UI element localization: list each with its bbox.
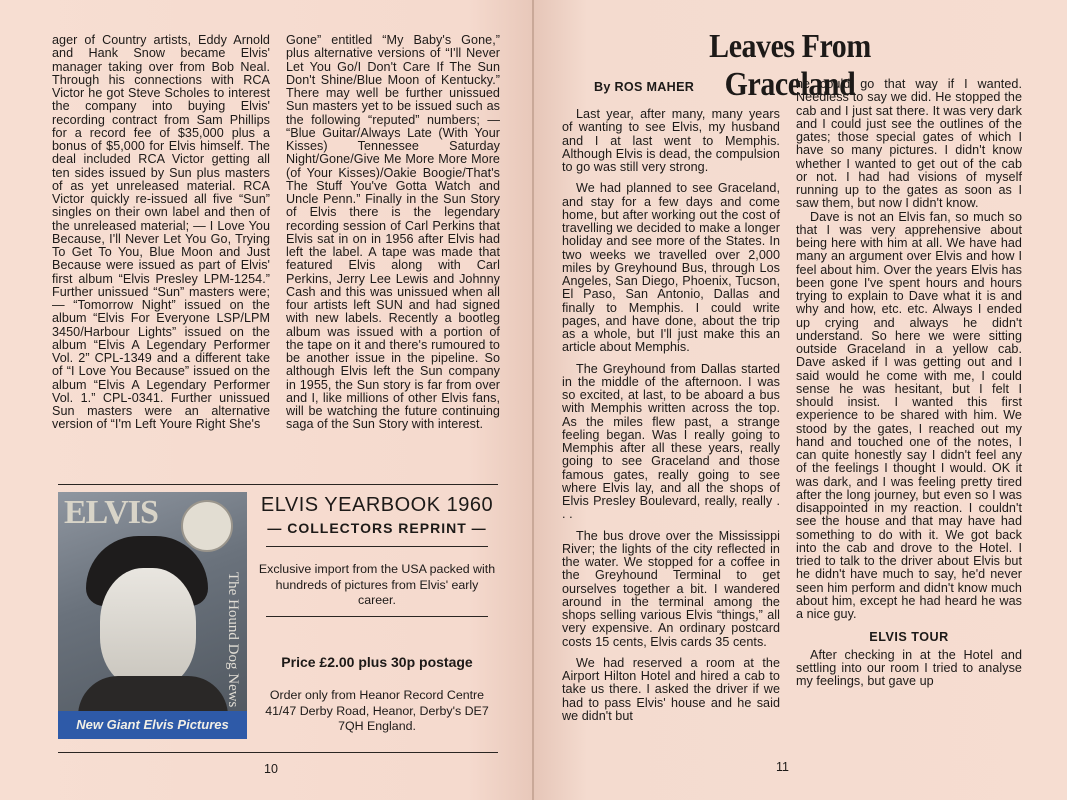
paragraph: The Greyhound from Dallas started in the middle of the afternoon. I was so excited, at last, to be aboard a bus with Memphis written across the top. As the miles flew past, a strange feeling began. Was I really going to Memphis after all these years, really going to see Graceland and those famous gates, really going to see where Elvis lay, and all the shops of Elvis Presley Boulevard, really, really . . . [562, 361, 780, 522]
page-number: 11 [776, 760, 789, 774]
cover-title: ELVIS [64, 494, 158, 531]
article-title: Leaves From Graceland [709, 28, 871, 103]
divider [266, 616, 488, 617]
yearbook-cover-image [58, 492, 247, 739]
paragraph: he could go that way if I wanted. Needless to say we did. He stopped the cab and I just sat there. It was very dark and I could just see the outlines of the gates; those special gates of which I have so many pictures. I didn't know whether I wanted to get out of the cab or not. I had had visions of myself running up to the gates as soon as I saw them, but now I didn't know. [796, 77, 1022, 211]
divider [266, 546, 488, 547]
advert-order-address: Order only from Heanor Record Centre 41/47 Derby Road, Heanor, Derby's DE7 7QH England. [265, 688, 489, 733]
paragraph: Dave is not an Elvis fan, so much so that I was very apprehensive about being here with him at all. We have had many an argument over Elvis and how I feel about him. Over the years Elvis has been gone I've spent hours and hours trying to explain to Dave what it is and why and how, etc. etc. Always I ended up crying and always he didn't understand. So here we were sitting outside Graceland in a yellow cab. Dave asked if I was getting out and I said would he come with me, I could sense he was hesitant, but I felt I should insist. I wanted this first experience to be shared with him. We stood by the gates, I reached out my hand and touched one of the notes, I can quite honestly say I didn't feel any of the feelings I thought I would. OK it was dark, and I was feeling pretty tired after the long journey, but even so I was disappointed in my reaction. I couldn't see the house and that may have had something to do with it. We got back into the cab and drove to the Hotel. I tried to talk to the driver about Elvis but he didn't have much to say, he'd never seen him perform and didn't know much about him, except he had heard he was a nice guy. [796, 209, 1022, 621]
left-column-2 [286, 34, 500, 432]
right-column-2 [796, 78, 1022, 688]
divider [58, 752, 498, 753]
advert-price: Price £2.00 plus 30p postage [281, 654, 473, 670]
yearbook-advert [58, 484, 498, 754]
right-page [534, 0, 1067, 800]
paragraph: After checking in at the Hotel and settling into our room I tried to analyse my feelings, but gave up [796, 647, 1022, 688]
paragraph: ager of Country artists, Eddy Arnold and Hank Snow became Elvis' manager taking over from Bob Neal. Through his connections with RCA Victor he got Steve Scholes to interest the company into buying Elvis' recording contract from Sam Phillips for a record fee of $35,000 plus a bonus of $5,000 for Elvis himself. The deal included RCA Victor getting all ten sides issued by Sun plus masters of as yet unreleased material. RCA Victor quickly re-issued all five “Sun” singles on their own label and then of the unreleased material; — I Love You Because, I'll Never Let You Go, Trying To Get To You, Blue Moon and Just Because were issued as part of Elvis' first album “Elvis Presley LPM-1254.” Further unissued “Sun” masters were; — “Tomorrow Night” issued on the album “Elvis For Everyone LSP/LPM 3450/Harbour Lights” issued on the album “Elvis A Legendary Performer Vol. 2” CPL-1349 and a different take of “I Love You Because” issued on the album “Elvis A Legendary Performer Vol. 1.” CPL-0341. Further unissued Sun masters were an alternative version of “I'm Left Youre Right She's [52, 33, 270, 432]
advert-subtitle: — COLLECTORS REPRINT — [267, 520, 487, 536]
paragraph: We had planned to see Graceland, and stay for a few days and come home, but after working out the cost of travelling we decided to make a longer holiday and see more of the States. In two weeks we travelled over 2,000 miles by Greyhound Bus, through Los Angeles, San Diego, Phoenix, Tucson, El Paso, San Antonio, Dallas and finally to Memphis. I could write pages, and have done, about the trip as a whole, but I'll just make this an article about Memphis. [562, 181, 780, 355]
paragraph: We had reserved a room at the Airport Hilton Hotel and hired a cab to take us there. I asked the driver if we had to pass Elvis' house and he said we didn't but [562, 655, 780, 723]
portrait-face [100, 568, 196, 688]
cover-strip: New Giant Elvis Pictures [58, 711, 247, 739]
left-page [0, 0, 532, 800]
divider [58, 484, 498, 485]
right-column-1 [562, 108, 780, 723]
page-number: 10 [264, 762, 278, 776]
paragraph: The bus drove over the Mississippi River; the lights of the city reflected in the water. We stopped for a coffee in the Greyhound Terminal to get ourselves together a bit. I wandered around in the terminal among the shops selling various Elvis “things,” all very expensive. An ordinary postcard costs 15 cents, Elvis cards 35 cents. [562, 528, 780, 649]
advert-description: Exclusive import from the USA packed with hundreds of pictures from Elvis' early career. [258, 562, 496, 607]
section-heading: ELVIS TOUR [869, 630, 949, 645]
portrait-shirt [78, 676, 228, 716]
left-column-1 [52, 34, 270, 432]
seal-icon [181, 500, 233, 552]
byline: By ROS MAHER [594, 80, 695, 94]
paragraph: Last year, after many, many years of wanting to see Elvis, my husband and I at last went to Memphis. Although Elvis is dead, the compulsion to go was still very strong. [562, 107, 780, 174]
paragraph: Gone” entitled “My Baby's Gone,” plus alternative versions of “I'll Never Let You Go/I Don't Care If The Sun Don't Shine/Blue Moon of Kentucky.” There may well be further unissued Sun masters yet to be issued such as the following “reputed” numbers; — “Blue Guitar/Always Late (With Your Kisses) Tennessee Saturday Night/Gone/Give Me More More More (of Your Kisses)/Oakie Boogie/That's The Stuff You've Gotta Watch and Uncle Penn.” Finally in the Sun Story of Elvis there is the legendary recording session of Carl Perkins that Elvis sat in on in 1956 after Elvis had left the label. A tape was made that featured Elvis along with Carl Perkins, Jerry Lee Lewis and Johnny Cash and this was unissued when all four artists left SUN and had signed with new labels. Recently a bootleg album was issued with a portion of the tape on it and there's rumoured to be another issue in the pipeline. So although Elvis left the Sun company in 1955, the Sun story is far from over and I, like millions of other Elvis fans, will be watching the future continuing saga of the Sun Story with interest. [286, 33, 500, 432]
cover-side-text: The Hound Dog News [225, 572, 241, 708]
advert-title: ELVIS YEARBOOK 1960 [260, 494, 494, 516]
